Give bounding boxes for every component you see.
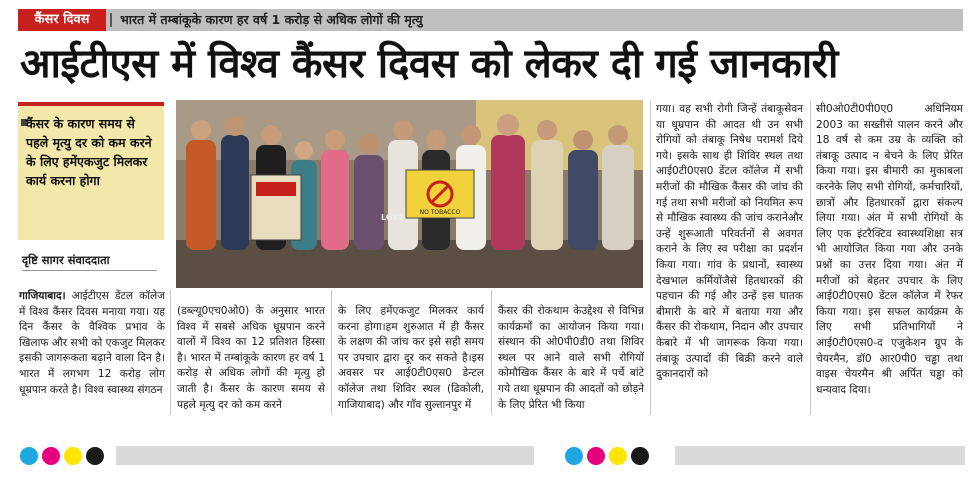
- byline: दृष्टि सागर संवाददाता: [22, 253, 110, 267]
- print-registration-black-dot: [631, 447, 649, 465]
- column-divider: [331, 290, 332, 415]
- tag-separator: [110, 13, 112, 27]
- article-column-5: गया। वह सभी रोगी जिन्हें तंबाकूसेवन या धूम्रपान की आदत थी उन सभी रोगियों को तंबाकू निषेध परामर्श दिये गये। इसके साथ ही शिविर स्थल तथा आई0टी0एस0 डेंटल कॉलेज में सभी मरीजों की मौखिक कैंसर की जांच की गई तथा सभी मरीजों को नियमित रूप से मौखिक स्वास्थ्य की जांच करानेऔर उन्हें शुरूआती परिवर्तनों से अवगत कराने के लिए स्व परीक्षा का प्रदर्शन किया गया। गांव के प्रधानों, स्वास्थ्य देखभाल कर्मियोंजैसे हितधारकों की पहचान की गई और उन्हें इस घातक बीमारी के बारे में बताया गया और कैंसर की रोकथाम, निदान और उपचार केबारे में भी जागरूक किया गया। तंबाकू उत्पादों की बिक्री करने वाले दुकानदारों को: [656, 103, 803, 381]
- print-registration-cyan-dot: [20, 447, 38, 465]
- print-registration-black-dot: [86, 447, 104, 465]
- photo-shirt-text: LOVE: [381, 213, 405, 222]
- print-registration-bar: [116, 446, 534, 465]
- print-registration-magenta-dot: [42, 447, 60, 465]
- article-column-4: कैंसर की रोकथाम केउद्देश्य से विभिन्न कार्यक्रमों का आयोजन किया गया। संस्थान की ओ0पी0डी0 तथा शिविर स्थल पर आने वाले सभी रोगियों कोमौखिक कैंसर के बारे में पर्चे बांटे गये तथा धूम्रपान की आदतों को छोड़ने के लिए प्रेरित भी किया: [498, 305, 644, 411]
- main-headline: आईटीएस में विश्व कैंसर दिवस को लेकर दी गई जानकारी: [20, 41, 838, 87]
- column-divider: [491, 290, 492, 415]
- column-divider: [810, 100, 811, 415]
- pull-quote-text: कैंसर के कारण समय से पहले मृत्यु दर को कम करने के लिए हमेंएकजुट मिलकर कार्य करना होगा: [26, 116, 152, 188]
- dateline: गाजियाबाद।: [19, 290, 66, 302]
- kicker-headline: भारत में तम्बांकूके कारण हर वर्ष 1 करोड़ से अधिक लोगों की मृत्यु: [120, 12, 423, 27]
- article-column-1: [19, 289, 165, 415]
- column-divider: [650, 100, 651, 415]
- article-column-2: (डब्ल्यू0एच0ओ0) के अनुसार भारत विश्व में सबसे अधिक धूम्रपान करने वालों में विश्व का 12 प्रतिशत हिस्सा है। भारत में तम्बांकूके कारण हर वर्ष 1 करोड़ से अधिक लोगों की मृत्यु हो जाती है। कैंसर के कारण समय से पहले मृत्यु दर को कम करने: [177, 305, 325, 411]
- print-registration-cyan-dot: [565, 447, 583, 465]
- print-registration-bar: [675, 446, 965, 465]
- section-tag: कैंसर दिवस: [18, 9, 106, 31]
- byline-rule: [22, 270, 157, 271]
- event-photo: [176, 100, 643, 288]
- print-registration-yellow-dot: [64, 447, 82, 465]
- article-column-3: के लिए हमेंएकजुट मिलकर कार्य करना होगा।हम शुरुआत में ही कैंसर के लक्षण की जांच कर इसे सही समय पर उपचार द्वारा दूर कर सकते है।इस अवसर पर आई0टी0एस0 डेन्टल कॉलेज तथा शिविर स्थल (ढिकोली, गाजियाबाद) और गाँव सुल्तानपुर में: [338, 305, 484, 411]
- print-registration-yellow-dot: [609, 447, 627, 465]
- photo-sign-text: NO TOBACCO: [419, 209, 461, 216]
- article-column-6: सी0ओ0टी0पी0ए0 अधिनियम 2003 का सख्तीसे पालन करने और 18 वर्ष से कम उम्र के व्यक्ति को तंबाकू उत्पाद न बेचने के लिए प्रेरित किया गया। इस बीमारी का मुकाबला करनेके लिए सभी रोगियों, कर्मचारियों, छात्रों और हितधारकों द्वारा संकल्प लिया गया। अंत में सभी रोगियों के लिए एक इंटरैक्टिव स्वास्थ्यशिक्षा सत्र भी आयोजित किया गया और उनके प्रश्नों का उत्तर दिया गया। अंत में मरीजों को बेहतर उपचार के लिए आई0टी0एस0 डेंटल कॉलेज में रेफर किया गया। इस सफल कार्यक्रम के लिए सभी प्रतिभागियों ने आई0टी0एस0-द एजुकेशन ग्रुप के चेयरमैन, डॉ0 आर0पी0 चड्ढा तथा वाइस चेयरमैन श्री अर्पित चड्ढा को धन्यवाद दिया।: [816, 103, 963, 396]
- print-registration-magenta-dot: [587, 447, 605, 465]
- column-divider: [170, 290, 171, 415]
- article-text-1: आईटीएस डेंटल कॉलेज में विश्व कैंसर दिवस मनाया गया। यह दिन कैंसर के वैश्विक प्रभाव के खिलाफ और सभी को एकजुट मिलकर इसकी जागरूकता बढ़ाने वाला दिन है। भारत में लगभग 12 करोड़ लोग धूम्रपान करते है। विश्व स्वास्थ्य संगठन: [19, 290, 165, 396]
